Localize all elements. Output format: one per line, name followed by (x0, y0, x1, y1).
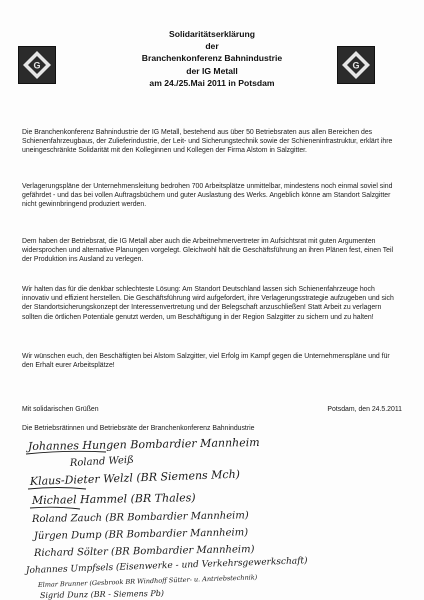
title-line: am 24./25.Mai 2011 in Potsdam (149, 77, 275, 88)
greeting: Mit solidarischen Grüßen (22, 406, 99, 413)
signature: Johannes Umpfsels (Eisenwerke - und Verkehrsgewerkschaft) (25, 556, 308, 576)
paragraph-objection: Dem haben der Betriebsrat, die IG Metall aber auch die Arbeitnehmervertreter im Aufsichtsrat mit guten Argumenten widersprochen und alternative Planungen vorgelegt. Gleichwohl hält die Geschäftsführung an ihren Plänen fest, einen Teil der Produktion ins Ausland zu verlegen. (22, 238, 394, 264)
place-date: Potsdam, den 24.5.2011 (327, 406, 402, 413)
signature: Jürgen Dump (BR Bombardier Mannheim) (33, 527, 249, 542)
paragraph-intro: Die Branchenkonferenz Bahnindustrie der IG Metall, bestehend aus über 50 Betriebsraten aus allen Bereichen des Schienenfahrzeugbaus, der Zulieferindustrie, der Leit- und Sicherungstechnik sowie der Schieneninfrastruktur, erklärt ihre uneingeschränkte Solidarität mit den Kolleginnen und Kollegen der Firma Alstom in Salzgitter. (22, 129, 393, 155)
signature: Elmar Brunner (Gesbrook BR Windhoff Sütter- u. Antriebstechnik) (37, 573, 258, 589)
closing-line (22, 405, 402, 414)
signature: Klaus-Dieter Welzl (BR Siemens Mch) (29, 467, 241, 488)
svg-text:G: G (352, 60, 360, 71)
title-line: der (205, 41, 219, 52)
handwritten-signatures (10, 436, 420, 600)
signature: Richard Sölter (BR Bombardier Mannheim) (33, 544, 255, 559)
signers-intro: Die Betriebsrätinnen und Betriebsräte der Branchenkonferenz Bahnindustrie (22, 425, 255, 432)
document-title (60, 28, 364, 89)
paragraph-demand: Wir halten das für die denkbar schlechteste Lösung: Am Standort Deutschland lassen sich Schienenfahrzeuge hoch innovativ und effizient herstellen. Die Geschäftsführung wird aufgefordert, ihre Verlagerungsstrategie aufzugeben und sich der Standortsicherungskonzept der Interessenvertretung und der Belegschaft anzuschließen! Statt Arbeit zu verlagern sollten die örtlichen Potentiale genutzt werden, um Beschäftigung in der Region Salzgitter zu sichern und zu halten! (22, 286, 394, 321)
signature: Sigrid Dunz (BR - Siemens Pb) (39, 588, 165, 600)
signature-stroke (30, 507, 80, 509)
signature: Roland Zauch (BR Bombardier Mannheim) (31, 510, 249, 525)
svg-text:G: G (33, 60, 41, 71)
paragraph-threat: Verlagerungspläne der Unternehmensleitung bedrohen 700 Arbeitsplätze unmittelbar, mindestens noch einmal soviel sind gefährdet - und das bei vollen Auftragsbüchern und guter Auslastung des Werks. Angeblich könne am Standort Salzgitter nicht gewinnbringend produziert werden. (22, 183, 393, 209)
title-line: Branchenkonferenz Bahnindustrie (141, 53, 283, 64)
title-line: Solidaritätserklärung (169, 29, 255, 39)
ig-metall-logo-icon (18, 46, 56, 84)
paragraph-wishes: Wir wünschen euch, den Beschäftigten bei Alstom Salzgitter, viel Erfolg im Kampf gegen die Unternehmenspläne und für den Erhalt eurer Arbeitsplätze! (22, 353, 390, 370)
title-line: der IG Metall (186, 65, 238, 76)
signature: Michael Hammel (BR Thales) (31, 491, 196, 507)
signature: Johannes Hungen Bombardier Mannheim (27, 436, 260, 453)
signature: Roland Weiß (69, 454, 135, 469)
